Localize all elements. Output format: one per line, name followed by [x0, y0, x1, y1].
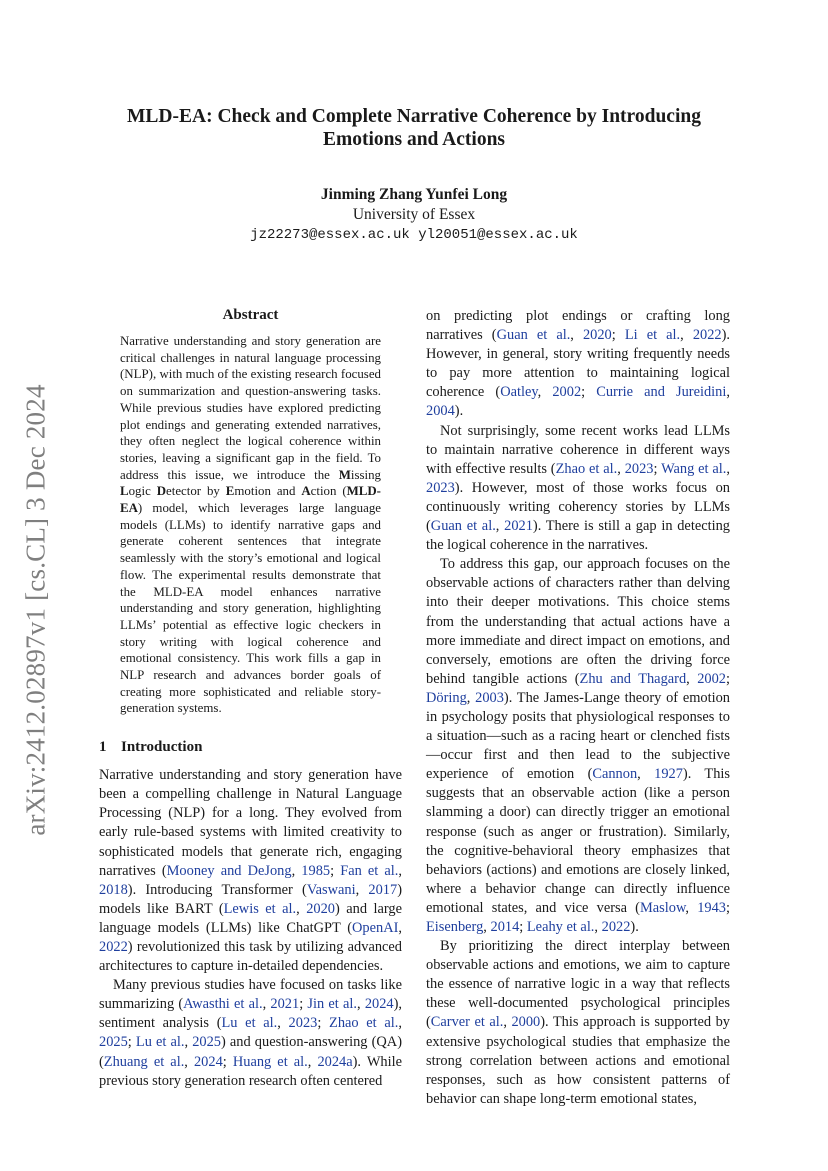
- citation-link[interactable]: 2024a: [317, 1053, 353, 1070]
- intro-paragraph-5: To address this gap, our approach focuses on the observable actions of characters rather than delving into their deeper motivations. This choice stems from the understanding that actual actions have a more immediate and direct impact on emotions, and conversely, emotions are often the driving force behind tangible actions (Zhu and Thagard, 2002; Döring, 2003). The James-Lange theory of emotion in psychology posits that physiological responses to a situation—such as a racing heart or clenched fists—occur first and then lead to the subjective experience of emotion (Cannon, 1927). This suggests that an observable action (like a person slamming a door) can directly trigger an emotional response (such as anger or frustration). Similarly, the cognitive-behavioral theory emphasizes that behaviors (actions) and emotions are closely linked, where a behavior change can directly influence emotional states, and vice versa (Maslow, 1943; Eisenberg, 2014; Leahy et al., 2022).: [426, 556, 730, 935]
- citation-link[interactable]: Jin et al.: [307, 996, 357, 1013]
- intro-paragraph-1: Narrative understanding and story generation have been a compelling challenge in Natural Language Processing (NLP) for a long. They evolved from early rule-based systems with limited creativity to sophisticated models that generate rich, engaging narratives (Mooney and DeJong, 1985; Fan et al., 2018). Introducing Transformer (Vaswani, 2017) models like BART (Lewis et al., 2020) and large language models (LLMs) like ChatGPT (OpenAI, 2022) revolutionized this task by utilizing advanced architectures to capture in-detailed dependencies.: [99, 767, 403, 975]
- author-names: Jinming Zhang Yunfei Long: [320, 186, 508, 203]
- citation-link[interactable]: 2022: [601, 919, 631, 935]
- citation-link[interactable]: 1985: [301, 862, 331, 879]
- citation-link[interactable]: Wang et al.: [661, 460, 727, 477]
- citation-link[interactable]: Guan et al.: [496, 327, 571, 344]
- citation-link[interactable]: 2023: [624, 460, 654, 477]
- section-title: Introduction: [121, 739, 203, 756]
- citation-link[interactable]: 2023: [288, 1015, 318, 1032]
- citation-link[interactable]: 2020: [306, 900, 335, 917]
- author-block: [100, 185, 728, 245]
- citation-link[interactable]: Lewis et al.: [223, 900, 297, 917]
- citation-link[interactable]: Cannon: [592, 766, 638, 783]
- citation-link[interactable]: 1943: [697, 899, 726, 916]
- intro-paragraph-6: By prioritizing the direct interplay between observable actions and emotions, we aim to capture the essence of narrative logic in a way that reflects these well-documented psychological principles (Carver et al., 2000). This approach is supported by extensive psychological studies that emphasize the strong correlation between actions and emotional responses, such as how consistent patterns of behavior can shape long-term emotional states,: [426, 938, 730, 1107]
- citation-link[interactable]: OpenAI: [352, 919, 399, 936]
- citation-link[interactable]: Maslow: [639, 899, 686, 916]
- left-column: [99, 305, 402, 1091]
- intro-paragraph-2: Many previous studies have focused on tasks like summarizing (Awasthi et al., 2021; Jin et al., 2024), sentiment analysis (Lu et al., 2023; Zhao et al., 2025; Lu et al., 2025) and question-answering (QA) (Zhuang et al., 2024; Huang et al., 2024a). While previous story generation research often centered: [99, 977, 402, 1089]
- citation-link[interactable]: 2023: [426, 479, 455, 496]
- citation-link[interactable]: 2022: [692, 327, 722, 344]
- citation-link[interactable]: Carver et al.: [430, 1014, 504, 1031]
- citation-link[interactable]: Leahy et al.: [526, 919, 595, 935]
- right-column: [426, 307, 730, 1109]
- citation-link[interactable]: 2024: [364, 996, 394, 1013]
- citation-link[interactable]: Fan et al.: [340, 862, 399, 879]
- citation-link[interactable]: 2002: [552, 384, 582, 401]
- citation-link[interactable]: Zhao et al.: [329, 1015, 399, 1032]
- abstract-heading: Abstract: [222, 307, 279, 323]
- citation-link[interactable]: 2025: [99, 1034, 128, 1051]
- citation-link[interactable]: Eisenberg: [426, 919, 484, 935]
- citation-link[interactable]: 2021: [270, 996, 300, 1013]
- citation-link[interactable]: 2004: [426, 403, 455, 420]
- arxiv-side-identifier: [12, 360, 60, 860]
- citation-link[interactable]: Li et al.: [624, 327, 681, 344]
- citation-link[interactable]: Zhao et al.: [555, 460, 618, 477]
- paper-title-line-2: Emotions and Actions: [322, 129, 506, 150]
- citation-link[interactable]: 2003: [475, 689, 504, 706]
- section-number: 1: [99, 739, 107, 756]
- citation-link[interactable]: 2018: [99, 881, 128, 898]
- abstract-text: Narrative understanding and story generation are critical challenges in natural language processing (NLP), with much of the existing research focused on summarization and question-answering tasks. While previous studies have explored predicting plot endings and generating extended narratives, they often neglect the logical coherence within stories, leaving a significant gap in the field. To address this issue, we introduce the Missing Logic Detector by Emotion and Action (MLD-EA) model, which leverages large language models (LLMs) to identify narrative gaps and generate coherent sentences that integrate seamlessly with the story’s emotional and logical flow. The experimental results demonstrate that the MLD-EA model enhances narrative understanding and story generation, highlighting LLMs’ potential as effective logic checkers in story writing with logical coherence and emotional consistency. This work fills a gap in NLP research and advances border goals of creating more sophisticated and reliable story-generation systems.: [120, 334, 381, 716]
- citation-link[interactable]: Mooney and DeJong: [166, 862, 292, 879]
- citation-link[interactable]: 2024: [193, 1053, 223, 1070]
- citation-link[interactable]: 2014: [490, 919, 520, 935]
- section-heading-introduction: [99, 737, 402, 757]
- citation-link[interactable]: Zhu and Thagard: [579, 670, 687, 687]
- citation-link[interactable]: 2002: [697, 670, 726, 687]
- citation-link[interactable]: Oatley: [500, 384, 538, 401]
- author-affiliation: University of Essex: [352, 206, 476, 223]
- author-emails: jz22273@essex.ac.uk yl20051@essex.ac.uk: [250, 227, 578, 243]
- citation-link[interactable]: 2020: [582, 327, 612, 344]
- citation-link[interactable]: 2025: [192, 1034, 221, 1051]
- citation-link[interactable]: 2000: [511, 1014, 541, 1031]
- citation-link[interactable]: 2021: [504, 518, 533, 535]
- paper-title-line-1: MLD-EA: Check and Complete Narrative Coherence by Introducing: [127, 106, 701, 127]
- paper-title: [100, 105, 728, 151]
- citation-link[interactable]: Lu et al.: [135, 1034, 185, 1051]
- citation-link[interactable]: Vaswani: [306, 881, 356, 898]
- citation-link[interactable]: Huang et al.: [232, 1053, 308, 1070]
- citation-link[interactable]: Currie and Jureidini: [596, 384, 727, 401]
- citation-link[interactable]: Döring: [426, 689, 467, 706]
- intro-paragraph-4: Not surprisingly, some recent works lead LLMs to maintain narrative coherence in different ways with effective results (Zhao et al., 2023; Wang et al., 2023). However, most of those works focus on continuously writing coherency stories by LLMs (Guan et al., 2021). There is still a gap in detecting the logical coherence in the narratives.: [426, 422, 731, 554]
- intro-paragraph-3: on predicting plot endings or crafting long narratives (Guan et al., 2020; Li et al., 2022). However, in general, story writing frequently needs to pay more attention to maintaining logical coherence (Oatley, 2002; Currie and Jureidini, 2004).: [426, 308, 730, 420]
- citation-link[interactable]: 1927: [654, 766, 683, 783]
- citation-link[interactable]: 2017: [368, 881, 398, 898]
- citation-link[interactable]: Zhuang et al.: [103, 1053, 185, 1070]
- citation-link[interactable]: Guan et al.: [430, 518, 496, 535]
- arxiv-identifier-text: arXiv:2412.02897v1 [cs.CL] 3 Dec 2024: [20, 384, 51, 836]
- citation-link[interactable]: 2022: [99, 939, 128, 956]
- citation-link[interactable]: Lu et al.: [221, 1015, 278, 1032]
- citation-link[interactable]: Awasthi et al.: [183, 996, 263, 1013]
